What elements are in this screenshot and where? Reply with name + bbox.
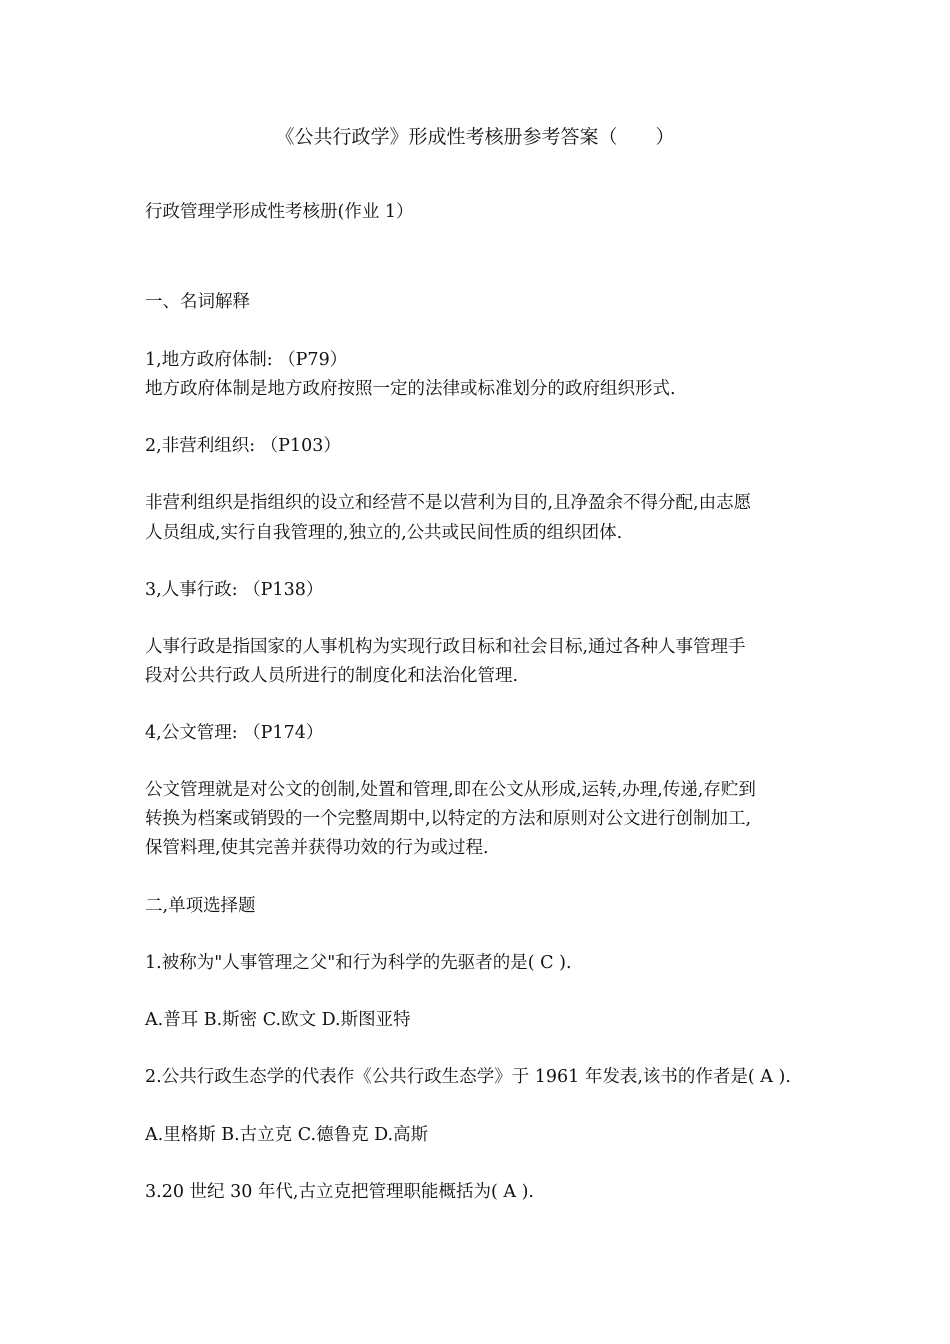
question-options: A.普耳 B.斯密 C.欧文 D.斯图亚特: [145, 1010, 411, 1030]
section-heading-choice: 二,单项选择题: [145, 896, 256, 916]
term-definition-line: 人事行政是指国家的人事机构为实现行政目标和社会目标,通过各种人事管理手: [145, 637, 746, 657]
section-heading-terms: 一、名词解释: [145, 292, 250, 312]
document-title: 《公共行政学》形成性考核册参考答案（ ）: [275, 126, 675, 148]
term-heading: 1,地方政府体制: （P79）: [145, 350, 348, 370]
term-definition-line: 公文管理就是对公文的创制,处置和管理,即在公文从形成,运转,办理,传递,存贮到: [145, 780, 756, 800]
term-definition-line: 保管料理,使其完善并获得功效的行为或过程.: [145, 838, 489, 858]
term-definition-line: 非营利组织是指组织的设立和经营不是以营利为目的,且净盈余不得分配,由志愿: [145, 493, 752, 513]
question-text: 3.20 世纪 30 年代,古立克把管理职能概括为( A ).: [145, 1182, 534, 1202]
term-definition-line: 段对公共行政人员所进行的制度化和法治化管理.: [145, 666, 519, 686]
question-text: 1.被称为"人事管理之父"和行为科学的先驱者的是( C ).: [145, 953, 572, 973]
question-options: A.里格斯 B.古立克 C.德鲁克 D.高斯: [145, 1125, 429, 1145]
term-heading: 4,公文管理: （P174）: [145, 723, 324, 743]
term-definition-line: 转换为档案或销毁的一个完整周期中,以特定的方法和原则对公文进行创制加工,: [145, 809, 752, 829]
term-definition-line: 地方政府体制是地方政府按照一定的法律或标准划分的政府组织形式.: [145, 379, 676, 399]
term-heading: 2,非营利组织: （P103）: [145, 436, 341, 456]
question-text: 2.公共行政生态学的代表作《公共行政生态学》于 1961 年发表,该书的作者是( A ).: [145, 1067, 791, 1087]
document-subtitle: 行政管理学形成性考核册(作业 1）: [145, 202, 414, 222]
term-heading: 3,人事行政: （P138）: [145, 580, 324, 600]
term-definition-line: 人员组成,实行自我管理的,独立的,公共或民间性质的组织团体.: [145, 523, 623, 543]
